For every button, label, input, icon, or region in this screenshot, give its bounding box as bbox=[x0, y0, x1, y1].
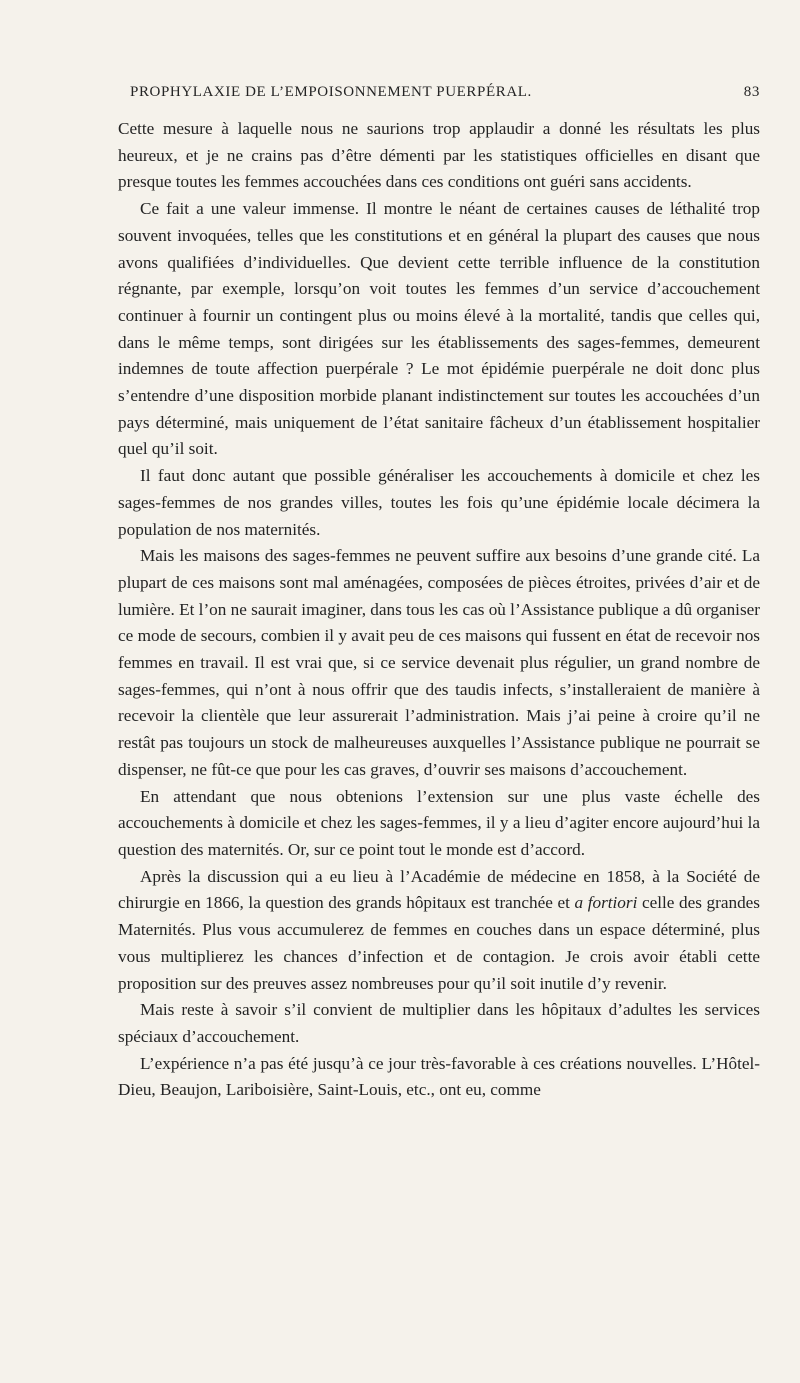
paragraph-1: Cette mesure à laquelle nous ne saurions trop applaudir a donné les résultats les plus heureux, et je ne crains pas d’être démenti par les statistiques officielles en disant que presque toutes les femmes accouchées dans ces conditions ont guéri sans accidents. bbox=[118, 119, 760, 192]
paragraph-3: Il faut donc autant que possible généraliser les accouchements à domicile et chez les sages-femmes de nos grandes villes, toutes les fois qu’une épidémie locale décimera la population de nos maternités. bbox=[118, 466, 760, 539]
paragraph-6 bbox=[118, 864, 760, 998]
paragraph-7: Mais reste à savoir s’il convient de multiplier dans les hôpitaux d’adultes les services spéciaux d’accouchement. bbox=[118, 1000, 760, 1046]
running-title: PROPHYLAXIE DE L’EMPOISONNEMENT PUERPÉRAL. bbox=[130, 84, 532, 100]
paragraph-6-before-latin: Après la discussion qui a eu lieu à l’Académie de médecine en 1858, à la Société de chirurgie en 1866, la question des grands hôpitaux est tranchée et bbox=[118, 866, 760, 913]
page-number: 83 bbox=[743, 84, 760, 100]
latin-phrase: a fortiori bbox=[574, 893, 638, 913]
paragraph-5: En attendant que nous obtenions l’extension sur une plus vaste échelle des accouchements à domicile et chez les sages-femmes, il y a lieu d’agiter encore aujourd’hui la question des maternités. Or, sur ce point tout le monde est d’accord. bbox=[118, 786, 760, 859]
body-text bbox=[118, 116, 760, 1104]
paragraph-2: Ce fait a une valeur immense. Il montre le néant de certaines causes de léthalité trop souvent invoquées, telles que les constitutions et en général la plupart des causes que nous avons qualifiées d’individuelles. Que devient cette terrible influence de la constitution régnante, par exemple, lorsqu’on voit toutes les femmes d’un service d’accouchement continuer à fournir un contingent plus ou moins élevé à la mortalité, tandis que celles qui, dans le même temps, sont dirigées sur les établissements des sages-femmes, demeurent indemnes de toute affection puerpérale ? Le mot épidémie puerpérale ne doit donc plus s’entendre d’une disposition morbide planant indistinctement sur toutes les accouchées d’un pays déterminé, mais uniquement de l’état sanitaire fâcheux d’un établissement hospitalier quel qu’il soit. bbox=[118, 199, 760, 459]
running-head bbox=[118, 84, 760, 108]
paragraph-6-after-latin: celle des grandes Maternités. Plus vous accumulerez de femmes en couches dans un espace déterminé, plus vous multiplierez les chances d’infection et de contagion. Je crois avoir établi cette proposition sur des preuves assez nombreuses pour qu’il soit inutile d’y revenir. bbox=[118, 893, 760, 993]
paragraph-8: L’expérience n’a pas été jusqu’à ce jour très-favorable à ces créations nouvelles. L’Hôtel-Dieu, Beaujon, Lariboisière, Saint-Louis, etc., ont eu, comme bbox=[118, 1053, 760, 1100]
paragraph-4: Mais les maisons des sages-femmes ne peuvent suffire aux besoins d’une grande cité. La plupart de ces maisons sont mal aménagées, composées de pièces étroites, privées d’air et de lumière. Et l’on ne saurait imaginer, dans tous les cas où l’Assistance publique a dû organiser ce mode de secours, combien il y avait peu de ces maisons qui fussent en état de recevoir nos femmes en travail. Il est vrai que, si ce service devenait plus régulier, un grand nombre de sages-femmes, qui n’ont à nous offrir que des taudis infects, s’installeraient de manière à recevoir la clientèle que leur assurerait l’administration. Mais j’ai peine à croire qu’il ne restât pas toujours un stock de malheureuses auxquelles l’Assistance publique ne pourrait se dispenser, ne fût-ce que pour les cas graves, d’ouvrir ses maisons d’accouchement. bbox=[118, 546, 760, 779]
